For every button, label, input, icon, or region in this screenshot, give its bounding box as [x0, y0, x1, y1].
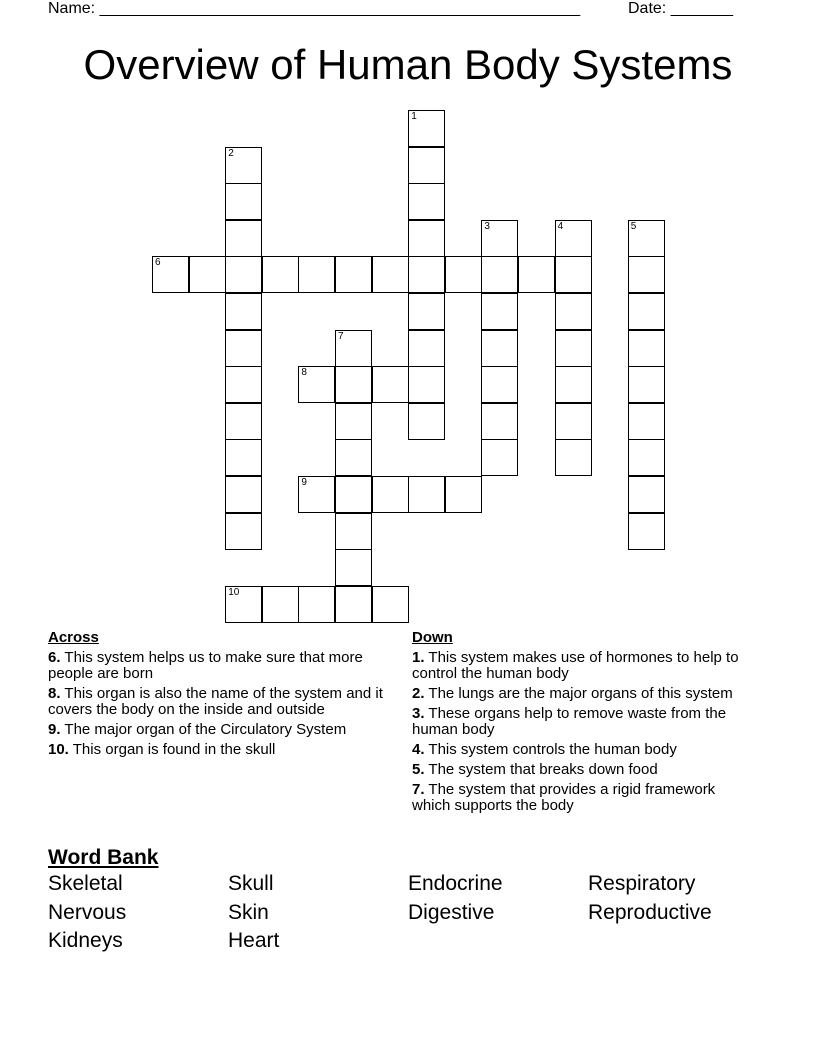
- clue-item: [48, 686, 403, 718]
- clue-number: 1: [411, 111, 417, 122]
- clue-item-number: 10.: [48, 741, 69, 758]
- clue-number: 8: [301, 367, 307, 379]
- clue-item-text: The lungs are the major organs of this system: [424, 685, 733, 702]
- grid-cell[interactable]: [628, 439, 665, 476]
- word-bank-item: Skull: [228, 872, 274, 895]
- grid-cell[interactable]: [408, 476, 445, 513]
- clue-item-text: This organ is also the name of the system and it covers the body on the inside and outside: [48, 685, 383, 718]
- grid-cell[interactable]: [335, 366, 372, 403]
- word-bank-item: Skin: [228, 900, 269, 924]
- grid-cell[interactable]: [555, 330, 592, 367]
- grid-cell[interactable]: [481, 330, 518, 367]
- grid-cell[interactable]: [628, 403, 665, 440]
- clue-number: 9: [301, 477, 307, 488]
- grid-cell[interactable]: [481, 403, 518, 440]
- grid-cell[interactable]: [408, 293, 445, 330]
- grid-cell[interactable]: [518, 256, 555, 293]
- clue-item-number: 2.: [412, 685, 425, 702]
- grid-cell[interactable]: [225, 403, 262, 440]
- grid-cell[interactable]: [335, 476, 372, 513]
- grid-cell[interactable]: [408, 403, 445, 440]
- down-clues: [412, 630, 752, 818]
- clue-item-number: 6.: [48, 649, 61, 666]
- grid-cell[interactable]: [262, 586, 299, 623]
- word-bank-item: Heart: [228, 929, 280, 952]
- clue-item-number: 8.: [48, 685, 61, 702]
- grid-cell[interactable]: [298, 256, 335, 293]
- grid-cell[interactable]: [628, 293, 665, 330]
- word-bank-item: Endocrine: [408, 872, 503, 895]
- clue-item-number: 3.: [412, 705, 425, 722]
- grid-cell[interactable]: [298, 586, 335, 623]
- grid-cell[interactable]: [335, 330, 372, 367]
- grid-cell[interactable]: [628, 256, 665, 293]
- grid-cell[interactable]: [225, 330, 262, 367]
- grid-cell[interactable]: [225, 293, 262, 330]
- grid-cell[interactable]: [481, 256, 518, 293]
- grid-cell[interactable]: [555, 256, 592, 293]
- word-bank-item: Respiratory: [588, 872, 696, 895]
- grid-cell[interactable]: [298, 366, 335, 403]
- clue-number: 3: [484, 220, 490, 232]
- grid-cell[interactable]: [408, 256, 445, 293]
- grid-cell[interactable]: [555, 439, 592, 476]
- clue-item-number: 9.: [48, 721, 61, 738]
- grid-cell[interactable]: [628, 220, 665, 257]
- clue-item: [412, 706, 752, 738]
- grid-cell[interactable]: [225, 513, 262, 550]
- clue-number: 6: [155, 257, 161, 269]
- clue-item-text: This system makes use of hormones to help to control the human body: [412, 649, 739, 682]
- across-heading: Across: [48, 629, 99, 646]
- grid-cell[interactable]: [335, 256, 372, 293]
- name-field-label[interactable]: Name: ______________________________________________________: [48, 0, 581, 17]
- grid-cell[interactable]: [372, 586, 409, 623]
- clue-number: 2: [228, 147, 234, 159]
- clue-item-text: This organ is found in the skull: [68, 741, 276, 758]
- clue-item-number: 5.: [412, 761, 425, 778]
- grid-cell[interactable]: [408, 366, 445, 403]
- grid-cell[interactable]: [372, 476, 409, 513]
- grid-cell[interactable]: [372, 366, 409, 403]
- page-title: Overview of Human Body Systems: [83, 41, 733, 88]
- grid-cell[interactable]: [225, 586, 262, 623]
- grid-cell[interactable]: [372, 256, 409, 293]
- word-bank-item: Kidneys: [48, 929, 123, 952]
- grid-cell[interactable]: [445, 256, 482, 293]
- clue-item-text: The system that breaks down food: [424, 761, 658, 778]
- grid-cell[interactable]: [262, 256, 299, 293]
- clue-item-text: This system controls the human body: [424, 741, 677, 758]
- grid-cell[interactable]: [481, 366, 518, 403]
- clue-item: [412, 742, 752, 758]
- down-heading: Down: [412, 629, 453, 646]
- clue-item-text: This system helps us to make sure that more people are born: [48, 649, 363, 682]
- grid-cell[interactable]: [628, 366, 665, 403]
- word-bank-item: Nervous: [48, 900, 127, 924]
- grid-cell[interactable]: [189, 256, 226, 293]
- clue-item-number: 7.: [412, 781, 425, 798]
- grid-cell[interactable]: [408, 220, 445, 257]
- clue-item: [412, 782, 752, 814]
- grid-cell[interactable]: [335, 586, 372, 623]
- grid-cell[interactable]: [555, 366, 592, 403]
- clue-item-text: These organs help to remove waste from the human body: [412, 705, 727, 738]
- grid-cell[interactable]: [225, 439, 262, 476]
- grid-cell[interactable]: [481, 293, 518, 330]
- clue-number: 10: [228, 586, 240, 598]
- word-bank-title: Word Bank: [48, 846, 159, 869]
- clue-item: [48, 742, 403, 758]
- grid-cell[interactable]: [225, 366, 262, 403]
- clue-number: 5: [630, 220, 637, 232]
- grid-cell[interactable]: [445, 476, 482, 513]
- grid-cell[interactable]: [408, 110, 445, 147]
- grid-cell[interactable]: [298, 476, 335, 513]
- grid-cell[interactable]: [628, 330, 665, 367]
- grid-cell[interactable]: [152, 256, 189, 293]
- clue-item-number: 4.: [412, 741, 425, 758]
- clue-item: [48, 722, 403, 738]
- clue-item: [412, 650, 752, 682]
- grid-cell[interactable]: [225, 476, 262, 513]
- grid-cell[interactable]: [628, 513, 665, 550]
- clue-item: [412, 762, 752, 778]
- word-bank-item: Digestive: [408, 900, 495, 924]
- across-clues: [48, 630, 403, 762]
- grid-cell[interactable]: [555, 403, 592, 440]
- grid-cell[interactable]: [225, 256, 262, 293]
- grid-cell[interactable]: [225, 147, 262, 184]
- grid-cell[interactable]: [408, 183, 445, 220]
- grid-cell[interactable]: [555, 293, 592, 330]
- down-clue-list: [412, 650, 752, 814]
- word-bank-item: Reproductive: [588, 900, 712, 924]
- clue-item-text: The system that provides a rigid framework which supports the body: [412, 781, 716, 814]
- clue-number: 7: [338, 330, 344, 342]
- word-bank: [48, 872, 768, 958]
- clue-item-number: 1.: [412, 649, 425, 666]
- grid-cell[interactable]: [408, 147, 445, 184]
- grid-cell[interactable]: [225, 183, 262, 220]
- grid-cell[interactable]: [628, 476, 665, 513]
- grid-cell[interactable]: [481, 439, 518, 476]
- word-bank-item: Skeletal: [48, 872, 123, 895]
- grid-cell[interactable]: [335, 403, 372, 440]
- grid-cell[interactable]: [555, 220, 592, 257]
- clue-item-text: The major organ of the Circulatory System: [60, 721, 347, 738]
- grid-cell[interactable]: [225, 220, 262, 257]
- grid-cell[interactable]: [335, 513, 372, 550]
- clue-item: [48, 650, 403, 682]
- grid-cell[interactable]: [481, 220, 518, 257]
- grid-cell[interactable]: [335, 549, 372, 586]
- across-clue-list: [48, 650, 403, 758]
- grid-cell[interactable]: [335, 439, 372, 476]
- clue-item: [412, 686, 752, 702]
- date-field-label[interactable]: Date: _______: [628, 0, 733, 17]
- grid-cell[interactable]: [408, 330, 445, 367]
- clue-number: 4: [557, 220, 564, 232]
